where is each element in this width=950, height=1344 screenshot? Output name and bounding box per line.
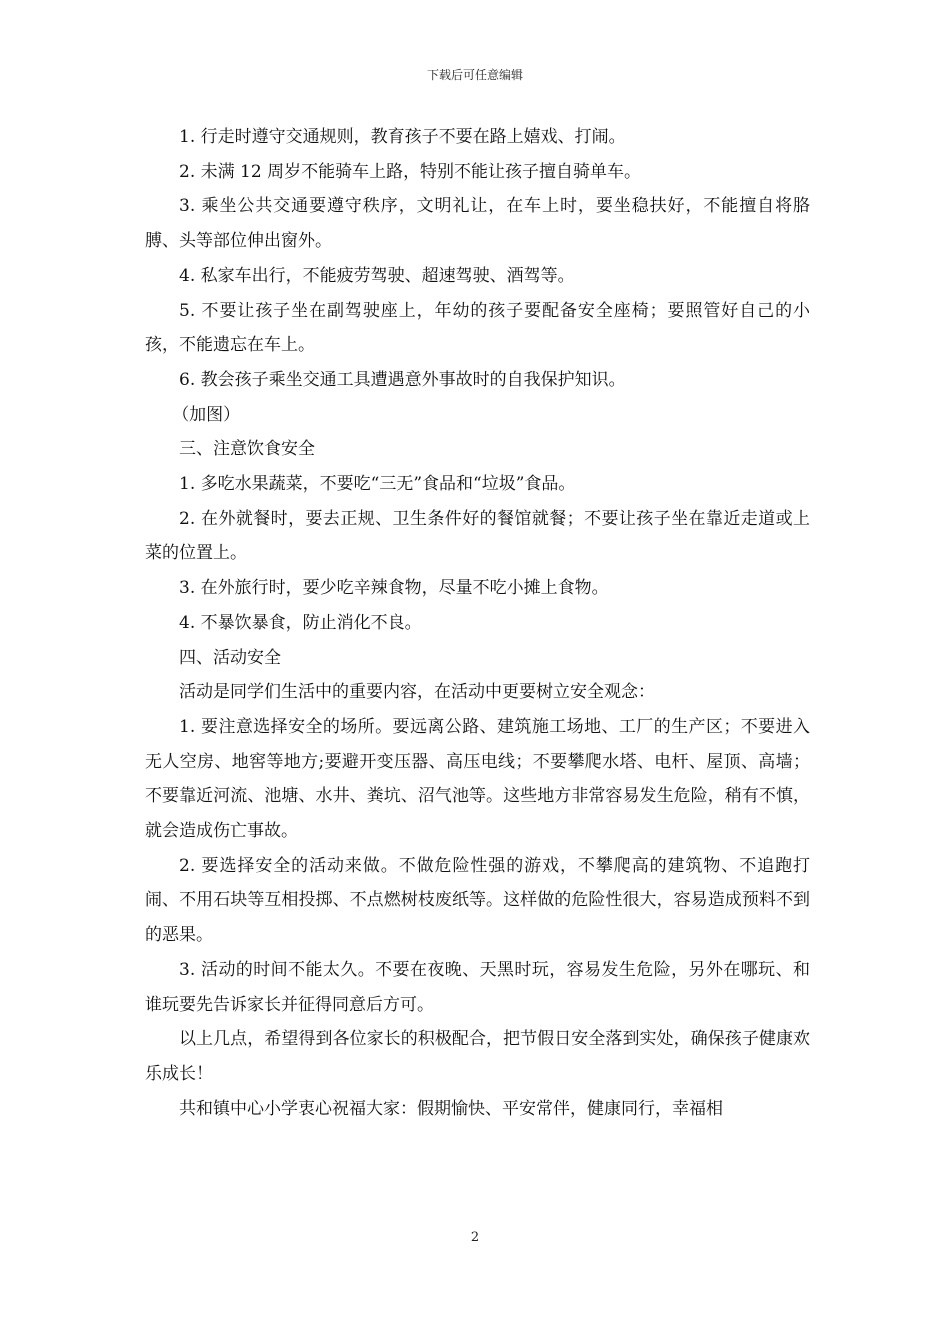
page-header: 下载后可任意编辑: [426, 68, 523, 82]
page-number: 2: [470, 1230, 480, 1245]
paragraph: 5. 不要让孩子坐在副驾驶座上，年幼的孩子要配备安全座椅；要照管好自己的小孩，不能遗忘在车上。: [145, 300, 810, 356]
paragraph: 6. 教会孩子乘坐交通工具遭遇意外事故时的自我保护知识。: [179, 369, 626, 390]
paragraph: 2. 在外就餐时，要去正规、卫生条件好的餐馆就餐；不要让孩子坐在靠近走道或上菜的位置上。: [145, 508, 810, 564]
paragraph: 4. 私家车出行，不能疲劳驾驶、超速驾驶、酒驾等。: [179, 265, 575, 286]
paragraph: 活动是同学们生活中的重要内容，在活动中更要树立安全观念：: [179, 682, 655, 703]
paragraph: 1. 行走时遵守交通规则，教育孩子不要在路上嬉戏、打闹。: [179, 127, 626, 147]
paragraph: 1. 多吃水果蔬菜，不要吃“三无”食品和“垃圾”食品。: [179, 474, 576, 495]
section-heading: 三、注意饮食安全: [179, 439, 315, 460]
image-placeholder-note: （加图）: [172, 404, 241, 425]
document-body: [145, 120, 810, 1126]
paragraph: 2. 未满 12 周岁不能骑车上路，特别不能让孩子擅自骑单车。: [179, 161, 642, 182]
section-heading: 四、活动安全: [179, 647, 281, 668]
paragraph: 4. 不暴饮暴食，防止消化不良。: [179, 612, 422, 633]
paragraph: 3. 在外旅行时，要少吃辛辣食物，尽量不吃小摊上食物。: [179, 578, 609, 599]
paragraph: 3. 活动的时间不能太久。不要在夜晚、天黑时玩，容易发生危险，另外在哪玩、和谁玩要先告诉家长并征得同意后方可。: [145, 959, 810, 1015]
paragraph: 1. 要注意选择安全的场所。要远离公路、建筑施工场地、工厂的生产区；不要进入无人空房、地窖等地方;要避开变压器、高压电线；不要攀爬水塔、电杆、屋顶、高墙；不要靠近河流、池塘、水井、粪坑、沼气池等。这些地方非常容易发生危险，稍有不慎，就会造成伤亡事故。: [145, 716, 810, 842]
paragraph: 2. 要选择安全的活动来做。不做危险性强的游戏，不攀爬高的建筑物、不追跑打闹、不用石块等互相投掷、不点燃树枝废纸等。这样做的危险性很大，容易造成预料不到的恶果。: [145, 855, 810, 946]
paragraph: 3. 乘坐公共交通要遵守秩序，文明礼让，在车上时，要坐稳扶好，不能擅自将胳膊、头等部位伸出窗外。: [145, 196, 810, 252]
closing-paragraph: 以上几点，希望得到各位家长的积极配合，把节假日安全落到实处，确保孩子健康欢乐成长！: [145, 1029, 810, 1084]
closing-paragraph: 共和镇中心小学衷心祝福大家：假期愉快、平安常伴，健康同行，幸福相: [179, 1098, 723, 1119]
